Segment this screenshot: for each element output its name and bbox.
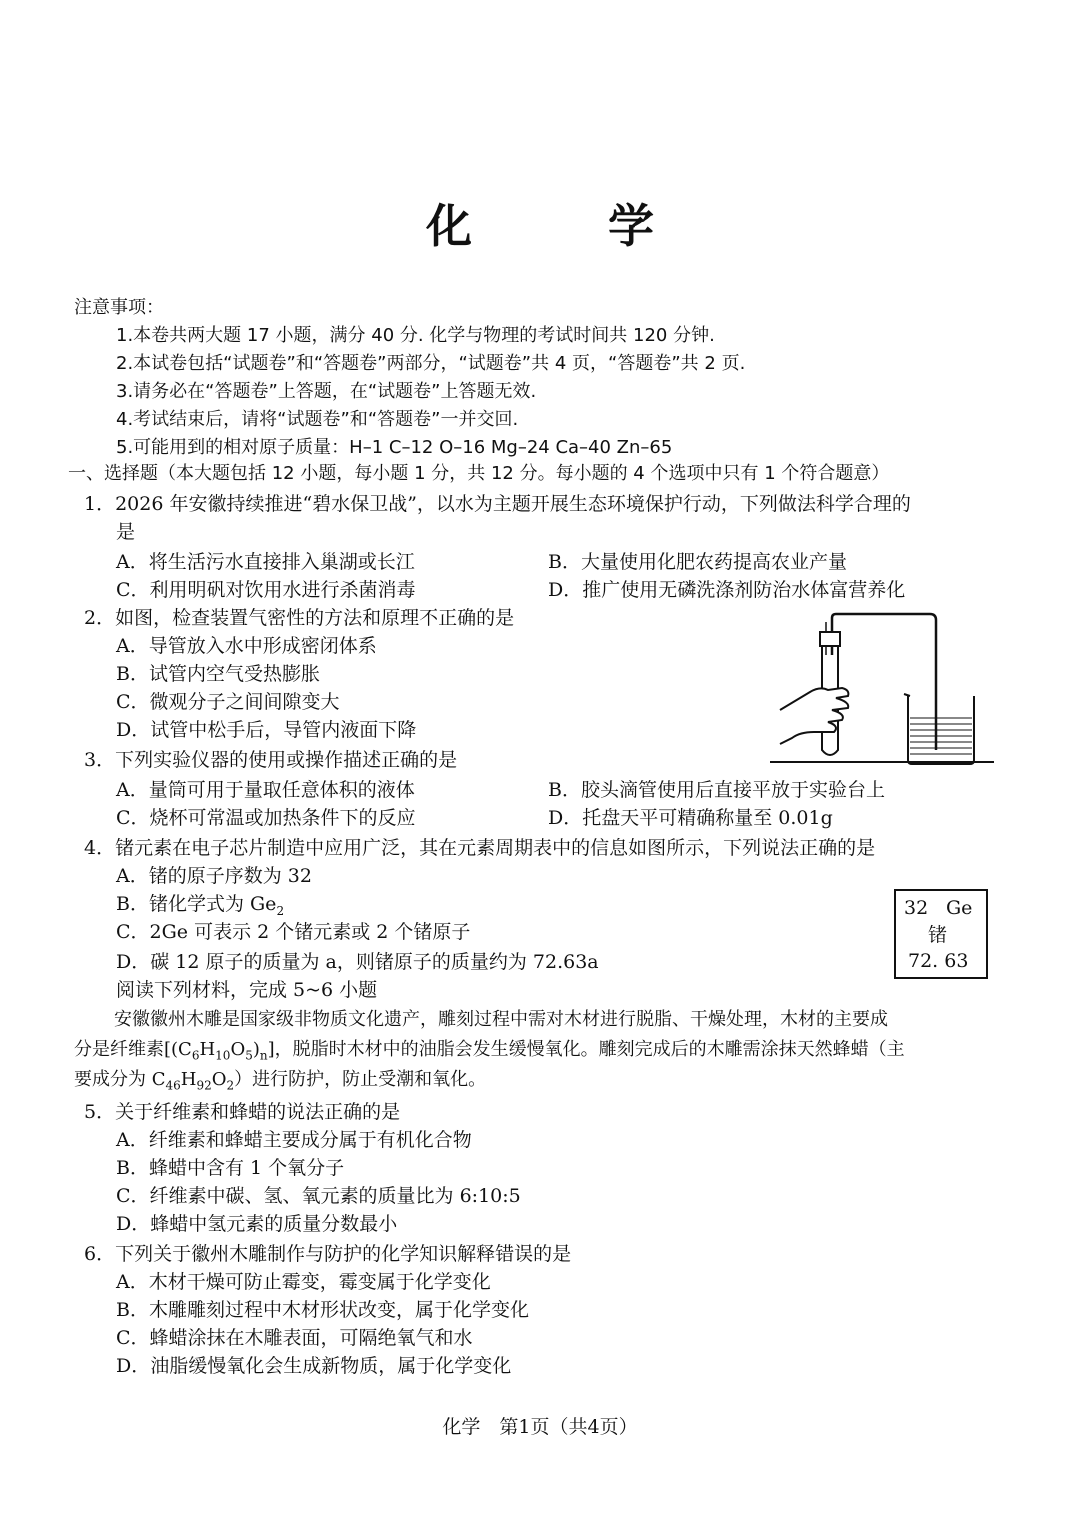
- question-4-option-c: C．2Ge 可表示 2 个锗元素或 2 个锗原子: [116, 921, 471, 943]
- question-2-option-a: A．导管放入水中形成密闭体系: [116, 635, 377, 657]
- notice-item: 5.可能用到的相对原子质量：H–1 C–12 O–16 Mg–24 Ca–40 Zn–65: [116, 437, 673, 458]
- reading-paragraph-line: 分是纤维素$[(C_6H_{10}O_5)_n]$，脱脂时木材中的油脂会发生缓慢氧化。雕刻完成后的木雕需涂抹天然蜂蜡（主: [74, 1039, 905, 1063]
- question-1-stem-cont: 是: [116, 521, 136, 543]
- notice-item: 3.请务必在“答题卷”上答题，在“试题卷”上答题无效.: [116, 381, 537, 402]
- question-1-option-d: D．推广使用无磷洗涤剂防治水体富营养化: [548, 579, 906, 601]
- question-3-option-d: D．托盘天平可精确称量至 0.01g: [548, 807, 833, 829]
- question-5-option-b: B．蜂蜡中含有 1 个氧分子: [116, 1157, 345, 1179]
- question-6-stem: 6．下列关于徽州木雕制作与防护的化学知识解释错误的是: [84, 1243, 572, 1265]
- question-5-option-d: D．蜂蜡中氢元素的质量分数最小: [116, 1213, 398, 1235]
- notice-item: 1.本卷共两大题 17 小题，满分 40 分. 化学与物理的考试时间共 120 分钟.: [116, 325, 715, 346]
- notice-heading: 注意事项：: [74, 297, 164, 318]
- section-heading: 一、选择题（本大题包括 12 小题，每小题 1 分，共 12 分。每小题的 4 个选项中只有 1 个符合题意）: [68, 463, 890, 484]
- question-2-option-d: D．试管中松手后，导管内液面下降: [116, 719, 417, 741]
- question-2-option-b: B．试管内空气受热膨胀: [116, 663, 320, 685]
- question-5-stem: 5．关于纤维素和蜂蜡的说法正确的是: [84, 1101, 401, 1123]
- question-4-option-b: B．锗化学式为 $Ge_2$: [116, 893, 285, 918]
- question-6-option-a: A．木材干燥可防止霉变，霉变属于化学变化: [116, 1271, 491, 1293]
- airtightness-apparatus-figure: [770, 610, 996, 770]
- reading-paragraph-line: 要成分为 $C_{46}H_{92}O_2$）进行防护，防止受潮和氧化。: [74, 1069, 487, 1093]
- page-title: 化 学: [425, 199, 714, 253]
- question-6-option-b: B．木雕雕刻过程中木材形状改变，属于化学变化: [116, 1299, 529, 1321]
- atomic-mass: 72. 63: [908, 950, 969, 972]
- question-1-option-a: A．将生活污水直接排入巢湖或长江: [116, 551, 415, 573]
- element-symbol: Ge: [946, 897, 973, 919]
- question-1-option-c: C．利用明矾对饮用水进行杀菌消毒: [116, 579, 416, 601]
- question-5-option-c: C．纤维素中碳、氢、氧元素的质量比为 6:10:5: [116, 1185, 521, 1207]
- atomic-number: 32: [904, 897, 929, 919]
- notice-item: 2.本试卷包括“试题卷”和“答题卷”两部分，“试题卷”共 4 页，“答题卷”共 2 页.: [116, 353, 746, 374]
- question-3-option-a: A．量筒可用于量取任意体积的液体: [116, 779, 415, 801]
- reading-intro: 阅读下列材料，完成 5~6 小题: [116, 979, 378, 1001]
- question-1-option-b: B．大量使用化肥农药提高农业产量: [548, 551, 847, 573]
- question-6-option-d: D．油脂缓慢氧化会生成新物质，属于化学变化: [116, 1355, 512, 1377]
- question-4-option-a: A．锗的原子序数为 32: [116, 865, 312, 887]
- question-3-option-c: C．烧杯可常温或加热条件下的反应: [116, 807, 416, 829]
- question-3-stem: 3．下列实验仪器的使用或操作描述正确的是: [84, 749, 458, 771]
- question-2-stem: 2．如图，检查装置气密性的方法和原理不正确的是: [84, 607, 515, 629]
- question-5-option-a: A．纤维素和蜂蜡主要成分属于有机化合物: [116, 1129, 472, 1151]
- question-3-option-b: B．胶头滴管使用后直接平放于实验台上: [548, 779, 885, 801]
- question-4-stem: 4．锗元素在电子芯片制造中应用广泛，其在元素周期表中的信息如图所示，下列说法正确的是: [84, 837, 876, 859]
- element-name: 锗: [928, 924, 948, 946]
- question-1-stem: 1．2026 年安徽持续推进“碧水保卫战”，以水为主题开展生态环境保护行动，下列做法科学合理的: [84, 493, 911, 515]
- question-2-option-c: C．微观分子之间间隙变大: [116, 691, 340, 713]
- page-footer: 化学 第1页（共4页）: [442, 1416, 638, 1438]
- question-6-option-c: C．蜂蜡涂抹在木雕表面，可隔绝氧气和水: [116, 1327, 473, 1349]
- notice-item: 4.考试结束后，请将“试题卷”和“答题卷”一并交回.: [116, 409, 519, 430]
- question-4-option-d: D．碳 12 原子的质量为 a，则锗原子的质量约为 72.63a: [116, 951, 599, 973]
- reading-paragraph-line: 安徽徽州木雕是国家级非物质文化遗产，雕刻过程中需对木材进行脱脂、干燥处理，木材的主要成: [114, 1009, 888, 1030]
- germanium-element-card: [894, 889, 988, 979]
